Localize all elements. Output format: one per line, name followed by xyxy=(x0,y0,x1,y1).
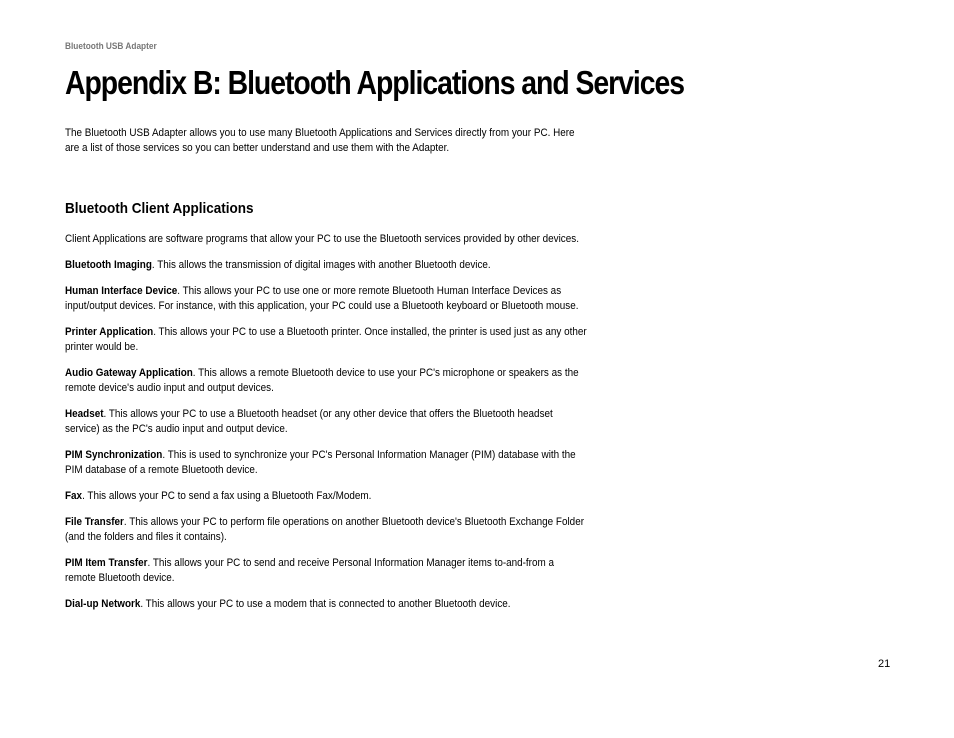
item-term: Headset xyxy=(65,408,104,420)
item-term: Dial-up Network xyxy=(65,598,141,610)
item-description: . This allows your PC to perform file operations on another Bluetooth device's Bluetooth Exchange Folder (and the folders and files it contains). xyxy=(65,516,585,543)
page-content xyxy=(65,126,587,612)
item-description: . This allows the transmission of digital images with another Bluetooth device. xyxy=(151,259,491,271)
page-number: 21 xyxy=(878,658,891,670)
item-description: . This allows your PC to use a Bluetooth headset (or any other device that offers the Bluetooth headset service) as the PC's audio input and output device. xyxy=(65,408,553,435)
section-intro-paragraph: Client Applications are software programs that allow your PC to use the Bluetooth services provided by other devices. xyxy=(65,233,579,245)
running-header: Bluetooth USB Adapter xyxy=(65,41,157,51)
item-term: Human Interface Device xyxy=(65,285,178,297)
list-item xyxy=(65,407,587,437)
item-description: . This allows your PC to use one or more remote Bluetooth Human Interface Devices as input/output devices. For instance, with this application, your PC could use a Bluetooth keyboard or Bluetooth mouse. xyxy=(65,285,579,312)
item-description: . This allows your PC to send and receive Personal Information Manager items to-and-from a remote Bluetooth device. xyxy=(65,557,554,584)
list-item xyxy=(65,325,587,355)
section-heading: Bluetooth Client Applications xyxy=(65,200,254,217)
item-term: PIM Synchronization xyxy=(65,449,163,461)
item-description: . This allows your PC to use a modem that is connected to another Bluetooth device. xyxy=(140,598,511,610)
list-item xyxy=(65,597,587,612)
list-item xyxy=(65,366,587,396)
item-term: PIM Item Transfer xyxy=(65,557,148,569)
list-item xyxy=(65,284,587,314)
page-title: Appendix B: Bluetooth Applications and Services xyxy=(65,64,685,101)
item-description: . This allows a remote Bluetooth device to use your PC's microphone or speakers as the remote device's audio input and output devices. xyxy=(65,367,579,394)
item-term: Fax xyxy=(65,490,83,502)
list-item xyxy=(65,489,587,504)
intro-paragraph: The Bluetooth USB Adapter allows you to use many Bluetooth Applications and Services directly from your PC. Here are a list of those services so you can better understand and use them with the Adapter. xyxy=(65,127,575,154)
item-description: . This allows your PC to use a Bluetooth printer. Once installed, the printer is used just as any other printer would be. xyxy=(65,326,587,353)
list-item xyxy=(65,515,587,545)
list-item xyxy=(65,448,587,478)
item-description: . This allows your PC to send a fax using a Bluetooth Fax/Modem. xyxy=(82,490,372,502)
list-item xyxy=(65,258,587,273)
list-item xyxy=(65,556,587,586)
item-description: . This is used to synchronize your PC's Personal Information Manager (PIM) database with the PIM database of a remote Bluetooth device. xyxy=(65,449,576,476)
item-term: Bluetooth Imaging xyxy=(65,259,152,271)
item-term: File Transfer xyxy=(65,516,124,528)
item-term: Printer Application xyxy=(65,326,154,338)
item-term: Audio Gateway Application xyxy=(65,367,193,379)
